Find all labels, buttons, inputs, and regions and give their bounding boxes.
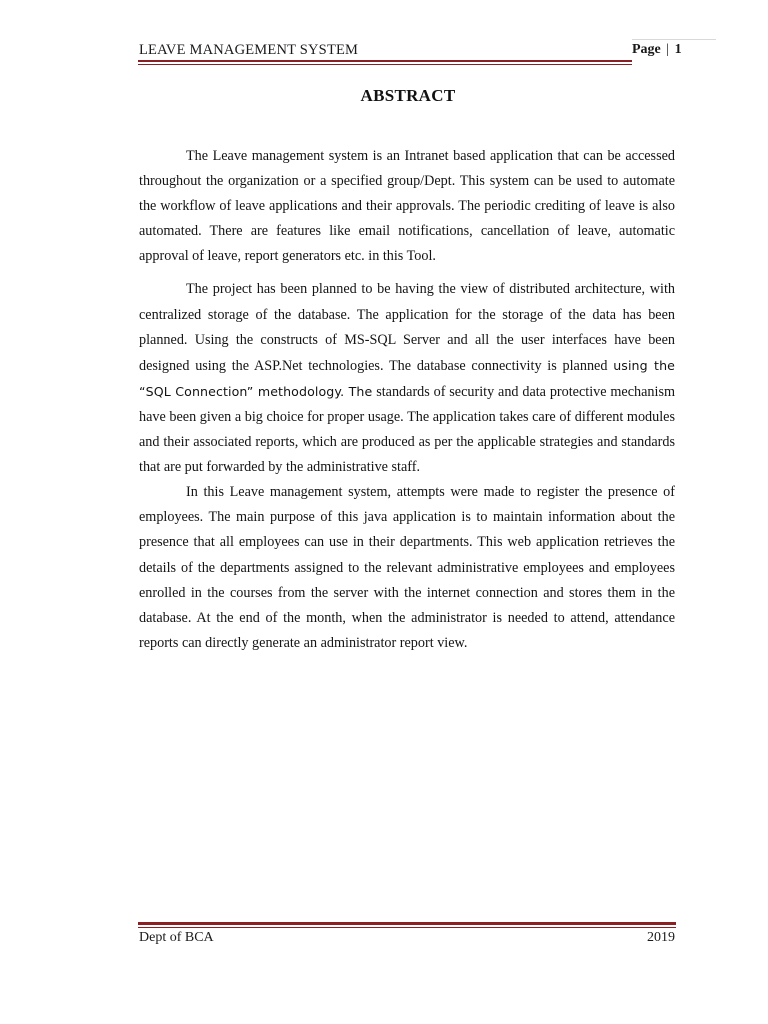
paragraph-2-methodology-phrase: using the “SQL Connection” methodology. The (139, 357, 676, 399)
page-separator: | (666, 42, 670, 57)
header-page-number (632, 42, 682, 58)
paragraph-2 (139, 277, 675, 480)
footer-year: 2019 (647, 930, 675, 945)
paragraph-2-part-1: The project has been planned to be having the view of distributed architecture, with centralized storage of the database. The application for the storage of the data has been planned. Using the constructs of MS-SQL Server and all the user interfaces have been designed using the ASP.Net technologies. The database connectivity is planned (139, 281, 675, 374)
document-title: ABSTRACT (360, 86, 456, 105)
page-label: Page (632, 42, 661, 57)
footer-rule-secondary (138, 927, 676, 928)
page-number: 1 (674, 42, 682, 57)
paragraph-1: The Leave management system is an Intranet based application that can be accessed throughout the organization or a specified group/Dept. This system can be used to automate the workflow of leave applications and their approvals. The periodic crediting of leave is also automated. There are features like email notifications, cancellation of leave, automatic approval of leave, report generators etc. in this Tool. (139, 148, 675, 265)
footer-department: Dept of BCA (139, 930, 214, 945)
paragraph-3: In this Leave management system, attempts were made to register the presence of employees. The main purpose of this java application is to maintain information about the presence that all employees can use in their departments. This web application retrieves the details of the departments assigned to the relevant administrative employees and employees enrolled in the courses from the server with the internet connection and stores them in the database. At the end of the month, when the administrator is needed to attend, attendance reports can directly generate an administrator report view. (139, 484, 675, 651)
document-body (139, 144, 675, 656)
footer-rule (138, 922, 676, 925)
header-rule (138, 60, 632, 62)
header-title: LEAVE MANAGEMENT SYSTEM (139, 42, 359, 58)
header-rule-secondary (138, 64, 632, 65)
header-top-divider (632, 39, 716, 40)
paragraph-2-part-2: standards of security and data protective mechanism have been given a big choice for proper usage. The application takes care of different modules and their associated reports, which are produced as per the applicable strategies and standards that are put forwarded by the administrative staff. (139, 383, 675, 476)
